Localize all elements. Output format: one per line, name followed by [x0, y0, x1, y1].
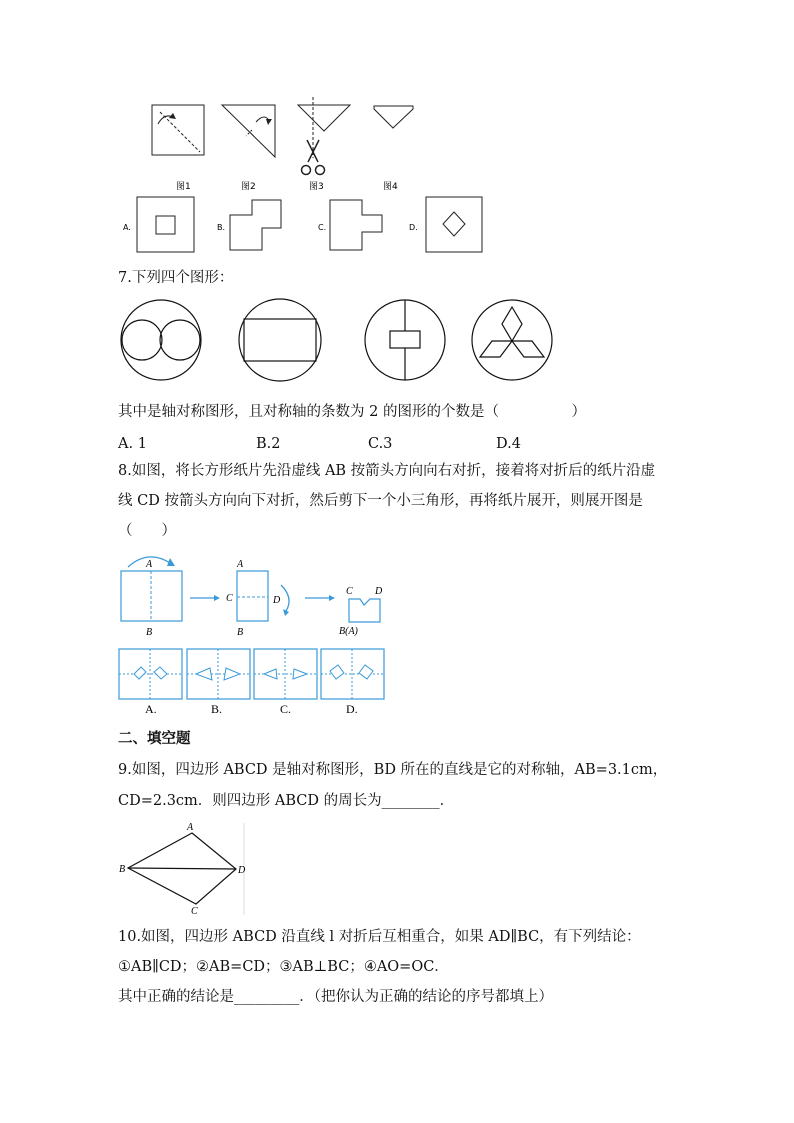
q9-stem-line-2: CD=2.3cm．则四边形 ABCD 的周长为________．: [118, 793, 455, 809]
q9-vertex-d: D: [238, 865, 246, 876]
q8-option-c-label: C.: [280, 702, 292, 716]
q7-stem: 7.下列四个图形：: [118, 270, 234, 286]
q10-stem-line-1: 10.如图，四边形 ABCD 沿直线 l 对折后互相重合，如果 AD∥BC，有下列结论：: [118, 929, 641, 945]
q9-vertex-b: B: [119, 864, 126, 875]
q6-option-a-label: A.: [123, 223, 131, 232]
q7-question: 其中是轴对称图形，且对称轴的条数为 2 的图形的个数是（ ）: [118, 404, 586, 420]
q8-paper-fold-figure: [0, 545, 794, 720]
q7-option-a: A. 1: [118, 436, 147, 452]
q7-option-c: C.3: [368, 436, 393, 452]
q6-option-b-label: B.: [217, 223, 226, 232]
q8-stem-line-2: 线 CD 按箭头方向向下对折，然后剪下一个小三角形，再将纸片展开，则展开图是: [118, 493, 643, 509]
q9-kite-figure: [0, 815, 794, 915]
q8-step2-label-d: D: [273, 595, 281, 606]
q8-option-c-figure: [254, 649, 317, 699]
q10-conclusions: ①AB∥CD；②AB=CD；③AB⊥BC；④AO=OC．: [118, 959, 449, 975]
q8-step2-label-b: B: [237, 627, 244, 638]
q8-option-a-label: A.: [145, 702, 157, 716]
q7-four-circles-figure: [0, 295, 794, 390]
q8-step1-label-a: A: [146, 559, 153, 570]
q6-fig-label-3: 图3: [309, 182, 324, 192]
q9-vertex-a: A: [187, 822, 194, 833]
q8-option-a-figure: [119, 649, 182, 699]
q8-option-b-figure: [187, 649, 250, 699]
q8-step1-label-b: B: [146, 627, 153, 638]
section-fill-in-heading: 二、填空题: [118, 730, 191, 747]
q10-stem-line-3: 其中正确的结论是_________．（把你认为正确的结论的序号都填上）: [118, 989, 553, 1005]
q6-option-c-label: C.: [318, 223, 327, 232]
q9-stem-line-1: 9.如图，四边形 ABCD 是轴对称图形，BD 所在的直线是它的对称轴，AB=3.1cm，: [118, 762, 668, 778]
q6-folding-steps-figure: [0, 0, 794, 260]
q8-step2-label-a: A: [237, 559, 244, 570]
q7-option-b: B.2: [256, 436, 281, 452]
q8-option-d-figure: [321, 649, 384, 699]
q9-vertex-c: C: [191, 906, 198, 917]
q6-fig-label-2: 图2: [241, 182, 256, 192]
q8-step3-label-ba: B(A): [339, 626, 358, 637]
q8-step3-label-d: D: [375, 586, 383, 597]
q8-option-b-label: B.: [211, 702, 223, 716]
q8-step2-label-c: C: [226, 593, 233, 604]
q8-stem-line-1: 8.如图，将长方形纸片先沿虚线 AB 按箭头方向向右对折，接着将对折后的纸片沿虚: [118, 463, 656, 479]
q6-fig-label-1: 图1: [176, 182, 191, 192]
q7-option-d: D.4: [496, 436, 521, 452]
q6-fig-label-4: 图4: [383, 182, 398, 192]
q8-option-d-label: D.: [346, 702, 358, 716]
q6-option-d-label: D.: [409, 223, 418, 232]
q8-step3-label-c: C: [346, 586, 353, 597]
q8-stem-line-3: （ ）: [118, 523, 176, 539]
